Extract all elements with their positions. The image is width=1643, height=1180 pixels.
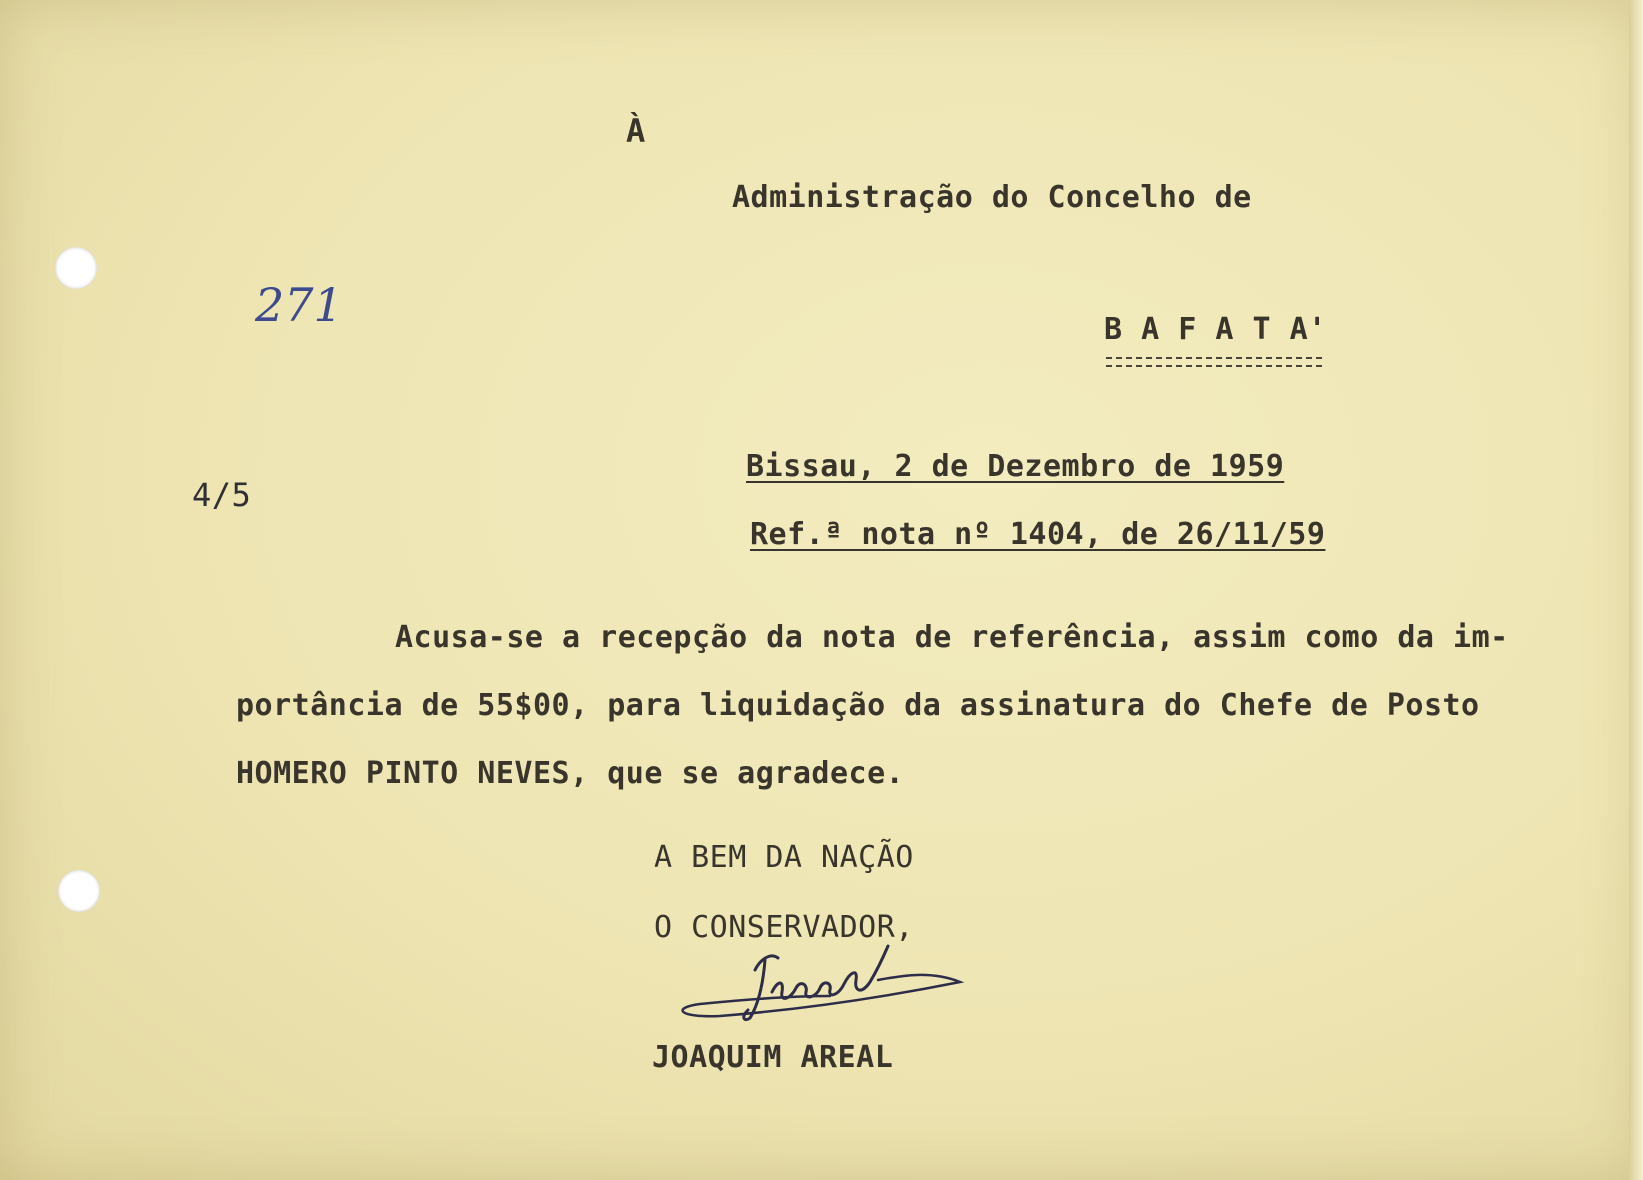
place-double-underline (1106, 357, 1322, 367)
punch-hole-bottom (58, 870, 100, 912)
body-line-3: HOMERO PINTO NEVES, que se agradece. (236, 756, 905, 791)
signature (660, 930, 990, 1040)
place-name: B A F A T A' (1104, 312, 1327, 347)
date-line: Bissau, 2 de Dezembro de 1959 (746, 449, 1285, 484)
handwritten-file-number: 271 (255, 278, 343, 332)
addressee: Administração do Concelho de (732, 180, 1252, 215)
body-line-2: portância de 55$00, para liquidação da assinatura do Chefe de Posto (236, 688, 1480, 723)
reference-line: Ref.ª nota nº 1404, de 26/11/59 (750, 517, 1326, 552)
page-reference: 4/5 (192, 476, 252, 514)
punch-hole-top (55, 247, 97, 289)
paper-edge (1629, 0, 1643, 1180)
signatory-title: O CONSERVADOR, (654, 910, 914, 945)
salutation: À (626, 112, 646, 150)
signatory-name: JOAQUIM AREAL (652, 1040, 894, 1075)
closing-motto: A BEM DA NAÇÃO (654, 840, 914, 875)
body-line-1: Acusa-se a recepção da nota de referência, assim como da im- (395, 620, 1509, 655)
